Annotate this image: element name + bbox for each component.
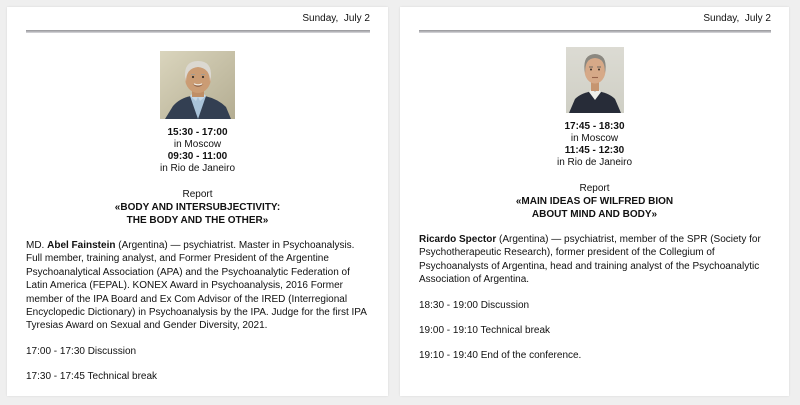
- place-rio: in Rio de Janeiro: [159, 163, 236, 174]
- page-header-date: Sunday, July 2: [703, 13, 771, 24]
- report-title-line-1: «BODY AND INTERSUBJECTIVITY:: [114, 202, 281, 213]
- report-label: Report: [579, 183, 610, 194]
- speaker-photo: [566, 47, 624, 113]
- bio-prefix: MD.: [26, 240, 48, 251]
- schedule-item: 19:10 - 19:40 End of the conference.: [419, 349, 582, 361]
- time-moscow: 15:30 - 17:00: [167, 127, 228, 138]
- schedule-item: 19:00 - 19:10 Technical break: [419, 324, 551, 336]
- time-moscow: 17:45 - 18:30: [564, 121, 625, 132]
- time-rio: 11:45 - 12:30: [564, 145, 625, 156]
- page-header-date: Sunday, July 2: [302, 13, 370, 24]
- report-heading: [7, 188, 388, 227]
- session-times: [7, 127, 388, 175]
- time-rio: 09:30 - 11:00: [167, 151, 228, 162]
- bio-text: (Argentina) — psychiatrist. Master in Psychoanalysis. Full member, training analyst, and Former President of the Argentine Psychoanalytical Association (APA) and the Psychoanalytic Federation of Latin America (FEPAL). KONEX Award in Psychoanalysis, 2016 Former member of the IPA Board and Ex Com Advisor of the IRED (Interregional Encyclopedic Dictionary) in Psychoanalysis by the IPA. Judge for the first IPA Tyresias Award on Sexual and Gender Diversity, 2021.: [26, 240, 367, 332]
- speaker-name: Ricardo Spector: [419, 234, 497, 245]
- header-rule: [26, 30, 370, 33]
- speaker-photo: [160, 51, 235, 119]
- report-title-line-2: THE BODY AND THE OTHER»: [126, 215, 269, 226]
- place-moscow: in Moscow: [173, 139, 222, 150]
- report-label: Report: [182, 189, 213, 200]
- schedule-item: 17:30 - 17:45 Technical break: [26, 370, 158, 382]
- place-rio: in Rio de Janeiro: [556, 157, 633, 168]
- program-page-2: [400, 7, 789, 396]
- header-rule: [419, 30, 771, 33]
- session-times: [400, 121, 789, 169]
- place-moscow: in Moscow: [570, 133, 619, 144]
- report-heading: [400, 182, 789, 221]
- schedule-item: 18:30 - 19:00 Discussion: [419, 299, 530, 311]
- bio-text: (Argentina) — psychiatrist, member of the SPR (Society for Psychotherapeutic Research), former president of the Collegium of Psychoanalysts of Argentina, head and training analyst of the Psychoanalytic Association of Argentina.: [419, 234, 761, 286]
- report-title-line-1: «MAIN IDEAS OF WILFRED BION: [515, 196, 674, 207]
- speaker-name: Abel Fainstein: [47, 240, 116, 251]
- report-title-line-2: ABOUT MIND AND BODY»: [531, 209, 658, 220]
- speaker-bio: [26, 239, 370, 333]
- speaker-bio: [419, 233, 771, 287]
- program-page-1: [7, 7, 388, 396]
- schedule-item: 17:00 - 17:30 Discussion: [26, 345, 137, 357]
